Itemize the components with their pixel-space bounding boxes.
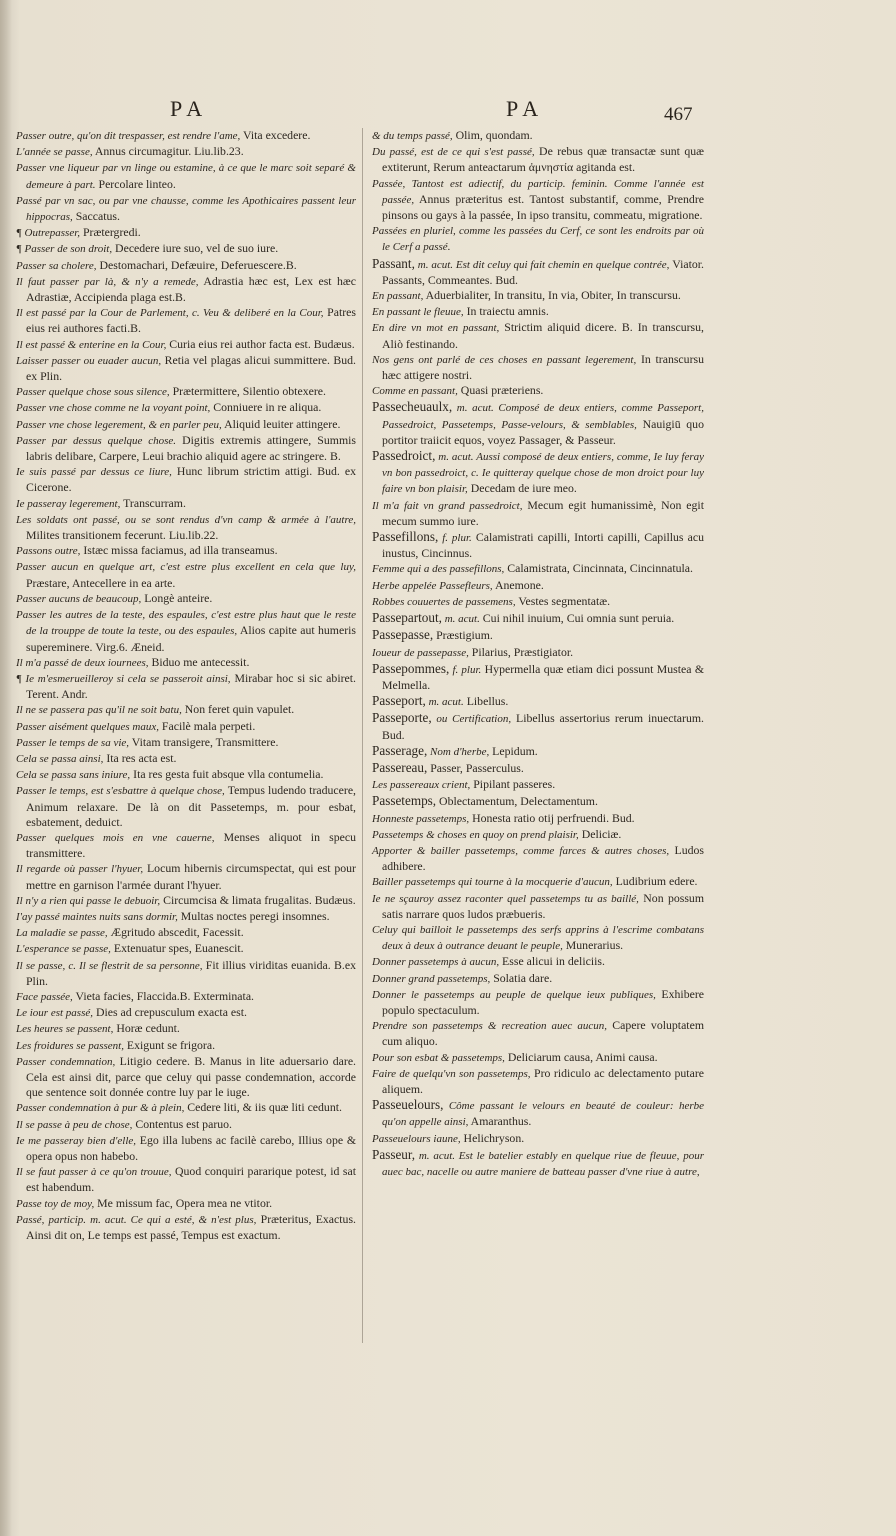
entry-french: Passer les autres de la teste, des espaules, c'est estre plus haut que le reste de la trouppe de toute la teste, ou des espaules, [16, 609, 356, 638]
entry-latin: Esse alicui in deliciis. [499, 954, 605, 969]
entry-latin: Cui nihil inuium, Cui omnia sunt peruia. [479, 611, 675, 626]
entry-latin: Præstigium. [433, 628, 493, 643]
entry-french: Ie passeray legerement, [16, 497, 121, 510]
dictionary-entry [16, 128, 356, 144]
entry-french: Prendre son passetemps & recreation auec aucun, [372, 1020, 607, 1033]
dictionary-entry [16, 384, 356, 400]
entry-headword: Passetemps, [372, 793, 437, 809]
entry-french: Passer aucuns de beaucoup, [16, 592, 142, 605]
entry-french: Passer aisément quelques maux, [16, 720, 159, 733]
dictionary-entry [16, 671, 356, 702]
entry-french: Les soldats ont passé, ou se sont rendus d'vn camp & armée à l'autre, [16, 513, 356, 526]
dictionary-entry [16, 941, 356, 957]
dictionary-entry [372, 383, 704, 399]
dictionary-entry [372, 874, 704, 890]
entry-french: Robbes couuertes de passemens, [372, 595, 516, 608]
entry-latin: Libellus assertorius rerum inuectarum. Bud. [382, 711, 704, 742]
right-column [372, 128, 704, 1180]
entry-latin: Adrastia hæc est, Lex est hæc Adrastiæ, Accipienda plaga est.B. [26, 273, 357, 305]
dictionary-entry [372, 693, 704, 710]
entry-latin: Digitis extremis attingere, Summis labris delibare, Carpere, Leui brachio aliquid agere ac stringere. B. [26, 432, 356, 464]
dictionary-entry [372, 610, 704, 627]
entry-latin: Munerarius. [562, 938, 624, 953]
entry-french: Les passereaux crient, [372, 779, 471, 792]
dictionary-entry [372, 578, 704, 594]
entry-french: Passé, particip. m. acut. Ce qui a esté, & n'est plus, [16, 1213, 257, 1226]
dictionary-entry [372, 128, 704, 144]
dictionary-entry [16, 144, 356, 160]
entry-french: m. acut. Est le batelier estably en quelque riue de fleuue, pour auec bac, nacelle ou autre maniere de batteau passer d'vne riue à autre, [382, 1149, 704, 1178]
entry-headword: Passeport, [372, 693, 426, 709]
entry-french: I'ay passé maintes nuits sans dormir, [16, 910, 178, 923]
entry-french: ¶ Passer de son droit, [16, 243, 113, 256]
entry-latin: Tempus ludendo traducere, Animum relaxare. De là on dit Passetemps, m. pour esbat, esbatement, deduict. [26, 783, 356, 829]
entry-french: Herbe appelée Passefleurs, [372, 579, 493, 592]
entry-french: Passer vne chose legerement, & en parler peu, [16, 418, 222, 431]
entry-french: Cela se passa ainsi, [16, 752, 104, 765]
entry-latin: Olim, quondam. [452, 128, 533, 142]
entry-french: Donner le passetemps au peuple de quelque ieux publiques, [372, 988, 656, 1001]
entry-latin: Lepidum. [489, 743, 538, 758]
dictionary-entry [16, 958, 356, 989]
dictionary-entry [372, 827, 704, 843]
entry-french: & du temps passé, [372, 130, 453, 142]
entry-french: En passant le fleuue, [372, 306, 464, 319]
entry-french: Ioueur de passepasse, [372, 646, 469, 659]
dictionary-entry [372, 1097, 704, 1130]
entry-french: Côme passant le velours en beauté de couleur: herbe qu'on appelle ainsi, [382, 1100, 704, 1129]
entry-latin: Hypermella quæ etiam dici possunt Mustea & Melmella. [382, 661, 704, 692]
entry-french: En passant, [372, 290, 424, 303]
running-head-right: PA [506, 96, 545, 121]
entry-latin: De rebus quæ transactæ sunt quæ extiterunt, Rerum anteactarum ἀμνηστία agitanda est. [382, 144, 704, 175]
entry-latin: Retia vel plagas alicui summittere. Bud. ex Plin. [26, 352, 356, 384]
entry-french: m. acut. [425, 696, 464, 709]
entry-latin: Non possum satis narrare quos ludos præbueris. [382, 890, 704, 921]
entry-french: Nos gens ont parlé de ces choses en passant legerement, [372, 353, 637, 366]
dictionary-entry [16, 719, 356, 735]
entry-headword: Passepasse, [372, 627, 434, 643]
entry-latin: Milites transitionem fecerunt. Liu.lib.22. [26, 528, 219, 543]
entry-latin: Præteritus, Exactus. Ainsi dit on, Le temps est passé, Tempus est exactum. [26, 1211, 356, 1243]
entry-latin: Vestes segmentatæ. [515, 593, 611, 608]
entry-latin: Non feret quin vapulet. [181, 702, 295, 717]
entry-french: Il se passe à peu de chose, [16, 1118, 133, 1131]
dictionary-entry [372, 760, 704, 777]
entry-french: L'année se passe, [16, 146, 93, 159]
dictionary-entry [16, 417, 356, 433]
dictionary-entry [372, 1131, 704, 1147]
entry-french: Il n'y a rien qui passe le debuoir, [16, 894, 161, 907]
entry-latin: Decedere iure suo, vel de suo iure. [112, 241, 279, 256]
dictionary-entry [16, 1117, 356, 1133]
dictionary-entry [372, 1050, 704, 1066]
dictionary-entry [16, 909, 356, 925]
dictionary-entry [16, 1038, 356, 1054]
dictionary-entry [372, 256, 704, 288]
entry-french: La maladie se passe, [16, 927, 108, 940]
entry-french: ¶ Outrepasser, [16, 227, 81, 240]
entry-french: Passer condemnation à pur & à plein, [16, 1102, 185, 1115]
entry-latin: Capere voluptatem cum aliquo. [382, 1018, 704, 1049]
entry-headword: Passant, [372, 255, 415, 271]
entry-french: Passer vne chose comme ne la voyant point, [16, 402, 211, 415]
dictionary-entry [16, 861, 356, 892]
entry-french: m. acut. [441, 613, 480, 626]
dictionary-entry [16, 1196, 356, 1212]
dictionary-entry [16, 305, 356, 336]
entry-latin: Annus præteritus est. Tantost substantif, comme, Prendre pinsons ou gays à la passée, In ipso transitu, commeatu, migratione. [382, 191, 704, 223]
dictionary-entry [372, 1066, 704, 1097]
entry-latin: Quasi præteriens. [457, 383, 544, 398]
dictionary-entry [16, 353, 356, 384]
dictionary-entry [16, 989, 356, 1005]
entry-latin: Istæc missa faciamus, ad illa transeamus. [80, 543, 278, 558]
entry-french: Donner grand passetemps, [372, 972, 491, 985]
dictionary-entry [16, 274, 356, 305]
entry-latin: Conniuere in re aliqua. [210, 400, 322, 415]
entry-french: Apporter & bailler passetemps, comme farces & autres choses, [372, 844, 670, 857]
entry-latin: Me missum fac, Opera mea ne vtitor. [94, 1195, 273, 1210]
entry-french: Ie me passeray bien d'elle, [16, 1134, 137, 1147]
dictionary-entry [16, 160, 356, 192]
entry-latin: Extenuatur spes, Euanescit. [110, 941, 244, 956]
entry-french: Ie ne sçauroy assez raconter quel passetemps tu as baillé, [372, 892, 639, 905]
entry-french: Faire de quelqu'vn son passetemps, [372, 1067, 531, 1080]
dictionary-entry [372, 320, 704, 351]
dictionary-entry [372, 176, 704, 224]
dictionary-entry [372, 987, 704, 1018]
entry-latin: Annus circumagitur. Liu.lib.23. [92, 144, 244, 159]
entry-latin: Decedam de iure meo. [467, 481, 577, 496]
entry-latin: Pipilant passeres. [470, 777, 556, 792]
dictionary-entry [16, 591, 356, 607]
entry-french: f. plur. [438, 532, 472, 545]
entry-latin: Facilè mala perpeti. [158, 718, 256, 733]
entry-latin: Ita res acta est. [103, 750, 177, 765]
entry-french: Le iour est passé, [16, 1007, 93, 1020]
dictionary-entry [16, 225, 356, 241]
entry-french: Il se faut passer à ce qu'on trouue, [16, 1166, 172, 1179]
entry-latin: Aduerbialiter, In transitu, In via, Obiter, In transcursu. [423, 288, 681, 303]
entry-latin: Longè anteire. [141, 590, 213, 605]
dictionary-entry [16, 1212, 356, 1243]
entry-headword: Passereau, [372, 759, 428, 775]
entry-french: Cela se passa sans iniure, [16, 769, 131, 782]
entry-french: Passer quelque chose sous silence, [16, 386, 170, 399]
dictionary-entry [372, 971, 704, 987]
entry-latin: Circumcisa & limata frugalitas. Budæus. [160, 892, 356, 907]
entry-headword: Passecheuaulx, [372, 399, 453, 415]
dictionary-entry [16, 607, 356, 655]
entry-latin: Vitam transigere, Transmittere. [129, 734, 279, 749]
entry-french: ou Certification, [431, 713, 512, 726]
entry-french: Passer sa cholere, [16, 259, 97, 272]
entry-french: Passer quelques mois en vne cauerne, [16, 831, 215, 844]
entry-latin: Vieta facies, Flaccida.B. Exterminata. [72, 988, 255, 1003]
entry-latin: Fit illius viriditas euanida. B.ex Plin. [26, 957, 356, 988]
entry-latin: Biduo me antecessit. [148, 654, 250, 669]
dictionary-entry [372, 1147, 704, 1180]
entry-latin: Helichryson. [460, 1130, 525, 1145]
dictionary-entry [16, 1164, 356, 1195]
entry-french: Passer par dessus quelque chose. [16, 434, 177, 447]
entry-french: Il m'a passé de deux iournees, [16, 656, 149, 669]
dictionary-entry [16, 783, 356, 830]
entry-latin: Ægritudo abscedit, Facessit. [107, 925, 244, 940]
entry-french: Il est passé & enterine en la Cour, [16, 338, 167, 351]
dictionary-entry [16, 655, 356, 671]
dictionary-entry [372, 448, 704, 498]
entry-french: Il ne se passera pas qu'il ne soit batu, [16, 704, 182, 717]
entry-french: Passetemps & choses en quoy on prend plaisir, [372, 828, 579, 841]
entry-french: Passons outre, [16, 545, 81, 558]
entry-latin: Exhibere populo spectaculum. [382, 986, 704, 1017]
entry-french: ¶ Ie m'esmerueilleroy si cela se passeroit ainsi, [16, 672, 231, 685]
entry-latin: Multas noctes peregi insomnes. [177, 908, 330, 923]
entry-latin: Mecum egit humanissimè, Non egit mecum summo iure. [382, 497, 704, 528]
dictionary-entry [372, 954, 704, 970]
entry-french: m. acut. Composé de deux entiers, comme Passeport, Passedroict, Passetemps, Passe-velours, & semblables, [382, 402, 704, 431]
entry-french: Passer le temps de sa vie, [16, 736, 130, 749]
dictionary-entry [16, 767, 356, 783]
entry-latin: Ego illa lubens ac facilè carebo, Illius ope & opera opus non habebo. [26, 1132, 356, 1163]
entry-french: Les heures se passent, [16, 1023, 114, 1036]
entry-latin: Anemone. [492, 577, 544, 592]
entry-headword: Passefillons, [372, 529, 439, 545]
entry-latin: Menses aliquot in specu transmittere. [26, 829, 357, 861]
dictionary-entry [16, 433, 356, 464]
entry-french: L'esperance se passe, [16, 943, 111, 956]
entry-headword: Passeporte, [372, 710, 432, 726]
dictionary-entry [372, 594, 704, 610]
left-column [16, 128, 356, 1243]
dictionary-entry [372, 1018, 704, 1049]
entry-latin: In traiectu amnis. [463, 304, 549, 319]
dictionary-entry [372, 645, 704, 661]
entry-latin: Calamistrata, Cincinnata, Cincinnatula. [504, 561, 693, 576]
dictionary-entry [16, 496, 356, 512]
entry-french: Femme qui a des passefillons, [372, 563, 505, 576]
dictionary-entry [372, 811, 704, 827]
dictionary-entry [372, 144, 704, 175]
entry-latin: Destomachari, Defæuire, Deferuescere.B. [96, 257, 297, 272]
page-number: 467 [664, 104, 693, 125]
entry-french: Il est passé par la Cour de Parlement, c. Veu & deliberé en la Cour, [16, 307, 324, 320]
dictionary-entry [16, 1054, 356, 1101]
entry-latin: Locum hibernis circumspectat, qui est pour mettre en garnison l'armée durant l'hyuer. [26, 861, 356, 892]
entry-french: Honneste passetemps, [372, 812, 470, 825]
entry-french: Les froidures se passent, [16, 1039, 124, 1052]
dictionary-entry [16, 925, 356, 941]
dictionary-entry [372, 710, 704, 742]
dictionary-entry [16, 193, 356, 225]
entry-latin: Strictim aliquid dicere. B. In transcursu, Aliò festinando. [382, 320, 704, 351]
dictionary-entry [372, 793, 704, 810]
dictionary-entry [16, 751, 356, 767]
dictionary-entry [372, 922, 704, 954]
entry-latin: Transcurram. [120, 495, 186, 510]
dictionary-entry [16, 893, 356, 909]
dictionary-entry [16, 735, 356, 751]
dictionary-entry [372, 399, 704, 448]
dictionary-entry [372, 288, 704, 304]
entry-french: Passer vne liqueur par vn linge ou estamine, à ce que le marc soit separé & demeure à part. [16, 162, 356, 191]
entry-french: Passé par vn sac, ou par vne chausse, comme les Apothicaires passent leur hippocras, [16, 194, 356, 224]
entry-french: Passer aucun en quelque art, c'est estre plus excellent en cela que luy, [16, 561, 356, 574]
entry-latin: Solatia dare. [490, 970, 553, 985]
entry-latin: Ita res gesta fuit absque vlla contumelia. [130, 767, 324, 782]
entry-latin: Hunc librum strictim attigi. Bud. ex Cicerone. [26, 464, 356, 495]
dictionary-entry [372, 223, 704, 255]
entry-french: Donner passetemps à aucun, [372, 956, 500, 969]
entry-french: Pour son esbat & passetemps, [372, 1051, 505, 1064]
column-divider [362, 128, 363, 1343]
dictionary-entry [372, 891, 704, 922]
entry-french: Face passée, [16, 990, 73, 1003]
dictionary-entry [16, 464, 356, 495]
entry-latin: Libellus. [463, 694, 509, 709]
entry-french: Comme en passant, [372, 385, 458, 398]
dictionary-entry [16, 400, 356, 416]
entry-latin: Pilarius, Præstigiator. [468, 644, 574, 659]
entry-latin: Alios capite aut humeris supereminere. Virg.6. Æneid. [26, 623, 356, 654]
dictionary-entry [16, 337, 356, 353]
entry-latin: Litigio cedere. B. Manus in lite aduersario dare. Cela est ainsi dit, parce que celuy qui passe condemnation, accorde que sentence soit donnée contre luy par le iuge. [26, 1053, 357, 1100]
dictionary-entry [372, 304, 704, 320]
dictionary-entry [372, 561, 704, 577]
entry-headword: Passepommes, [372, 660, 450, 676]
entry-latin: Patres eius rei authores facti.B. [26, 305, 356, 336]
entry-latin: Ludibrium edere. [612, 874, 698, 889]
entry-latin: Prætermittere, Silentio obtexere. [169, 384, 326, 399]
entry-french: Il m'a fait vn grand passedroict, [372, 499, 523, 512]
entry-latin: Cedere liti, & iis quæ liti cedunt. [184, 1100, 342, 1115]
entry-french: Il faut passer par là, & n'y a remede, [16, 275, 199, 288]
entry-french: Passer condemnation, [16, 1055, 116, 1068]
entry-latin: In transcursu hæc attigere nostri. [382, 351, 704, 383]
entry-latin: Horæ cedunt. [113, 1021, 180, 1036]
entry-french: Il regarde où passer l'hyuer, [16, 863, 144, 876]
entry-latin: Deliciarum causa, Animi causa. [504, 1049, 658, 1064]
entry-french: Ie suis passé par dessus ce liure, [16, 466, 172, 479]
entry-latin: Nauigiū quo portitor traiicit equos, voyez Passager, & Passeur. [382, 416, 704, 447]
dictionary-entry [372, 743, 704, 760]
entry-headword: Passerage, [372, 742, 428, 758]
entry-french: Laisser passer ou euader aucun, [16, 354, 162, 367]
dictionary-entry [16, 512, 356, 543]
dictionary-entry [16, 1133, 356, 1164]
entry-french: Bailler passetemps qui tourne à la mocquerie d'aucun, [372, 876, 613, 889]
dictionary-entry [16, 258, 356, 274]
entry-latin: Percolare linteo. [95, 176, 176, 191]
dictionary-entry [372, 498, 704, 529]
entry-french: Nom d'herbe, [427, 745, 490, 758]
entry-french: m. acut. Aussi composé de deux entiers, comme, Ie luy feray vn bon passedroict, c. Ie quitteray quelque chose de mon droict pour luy faire vn bon plaisir, [382, 451, 704, 496]
entry-headword: Passedroict, [372, 448, 436, 464]
entry-latin: Ludos adhibere. [382, 842, 704, 874]
entry-french: f. plur. [449, 663, 482, 676]
entry-french: Celuy qui bailloit le passetemps des serfs apprins à l'escrime combatans deux à deux à outrance deuant le peuple, [372, 923, 704, 953]
entry-latin: Amaranthus. [468, 1114, 532, 1129]
entry-french: Passée, Tantost est adiectif, du particip. feminin. Comme l'année est passée, [372, 177, 704, 206]
entry-latin: Quod conquiri pararique potest, id sat est habendum. [26, 1164, 356, 1195]
entry-french: En dire vn mot en passant, [372, 322, 500, 335]
entry-latin: Pro ridiculo ac delectamento putare aliquem. [382, 1065, 704, 1096]
dictionary-entry [16, 1100, 356, 1116]
dictionary-entry [16, 559, 356, 590]
entry-latin: Mirabar hoc si sic abiret. Terent. Andr. [26, 670, 356, 702]
entry-latin: Saccatus. [72, 209, 120, 224]
entry-latin: Deliciæ. [578, 826, 622, 841]
entry-french: Passées en pluriel, comme les passées du Cerf, ce sont les endroits par où le Cerf a passé. [372, 225, 704, 254]
entry-headword: Passepartout, [372, 610, 442, 626]
entry-latin: Exigunt se frigora. [123, 1037, 216, 1052]
entry-latin: Calamistrati capilli, Intorti capilli, Capillus acu inustus, Cincinnus. [382, 530, 704, 561]
entry-french: m. acut. Est dit celuy qui fait chemin en quelque contrée, [414, 258, 670, 271]
entry-french: Passer le temps, est s'esbattre à quelque chose, [16, 785, 225, 798]
dictionary-entry [16, 241, 356, 257]
page-binding-shadow [0, 0, 12, 1536]
dictionary-entry [372, 352, 704, 383]
entry-latin: Honesta ratio otij perfruendi. Bud. [469, 810, 635, 825]
entry-latin: Dies ad crepusculum exacta est. [93, 1005, 247, 1020]
entry-french: Du passé, est de ce qui s'est passé, [372, 146, 535, 159]
entry-french: Il se passe, c. Il se flestrit de sa personne, [16, 959, 203, 972]
entry-latin: Curia eius rei author facta est. Budæus. [166, 336, 355, 351]
dictionary-entry [372, 627, 704, 644]
entry-latin: Aliquid leuiter attingere. [221, 416, 341, 431]
entry-french: Passe toy de moy, [16, 1197, 95, 1210]
entry-latin: Passer, Passerculus. [427, 760, 524, 775]
dictionary-entry [372, 777, 704, 793]
dictionary-entry [16, 702, 356, 718]
entry-french: Passer outre, qu'on dit trespasser, est rendre l'ame, [16, 130, 241, 142]
entry-latin: Vita excedere. [240, 128, 311, 142]
entry-latin: Præstare, Antecellere in ea arte. [26, 575, 176, 590]
dictionary-entry [372, 843, 704, 874]
running-head-left: PA [170, 96, 209, 121]
dictionary-entry [372, 661, 704, 693]
entry-latin: Contentus est paruo. [132, 1116, 232, 1131]
entry-latin: Prætergredi. [80, 225, 141, 240]
dictionary-entry [16, 830, 356, 861]
dictionary-entry [16, 1021, 356, 1037]
entry-latin: Viator. Passants, Commeantes. Bud. [382, 256, 704, 287]
dictionary-entry [16, 543, 356, 559]
entry-headword: Passeur, [372, 1146, 416, 1162]
dictionary-entry [372, 529, 704, 561]
entry-headword: Passeuelours, [372, 1097, 444, 1113]
dictionary-entry [16, 1005, 356, 1021]
entry-french: Passeuelours iaune, [372, 1132, 461, 1145]
entry-latin: Oblectamentum, Delectamentum. [436, 794, 598, 809]
